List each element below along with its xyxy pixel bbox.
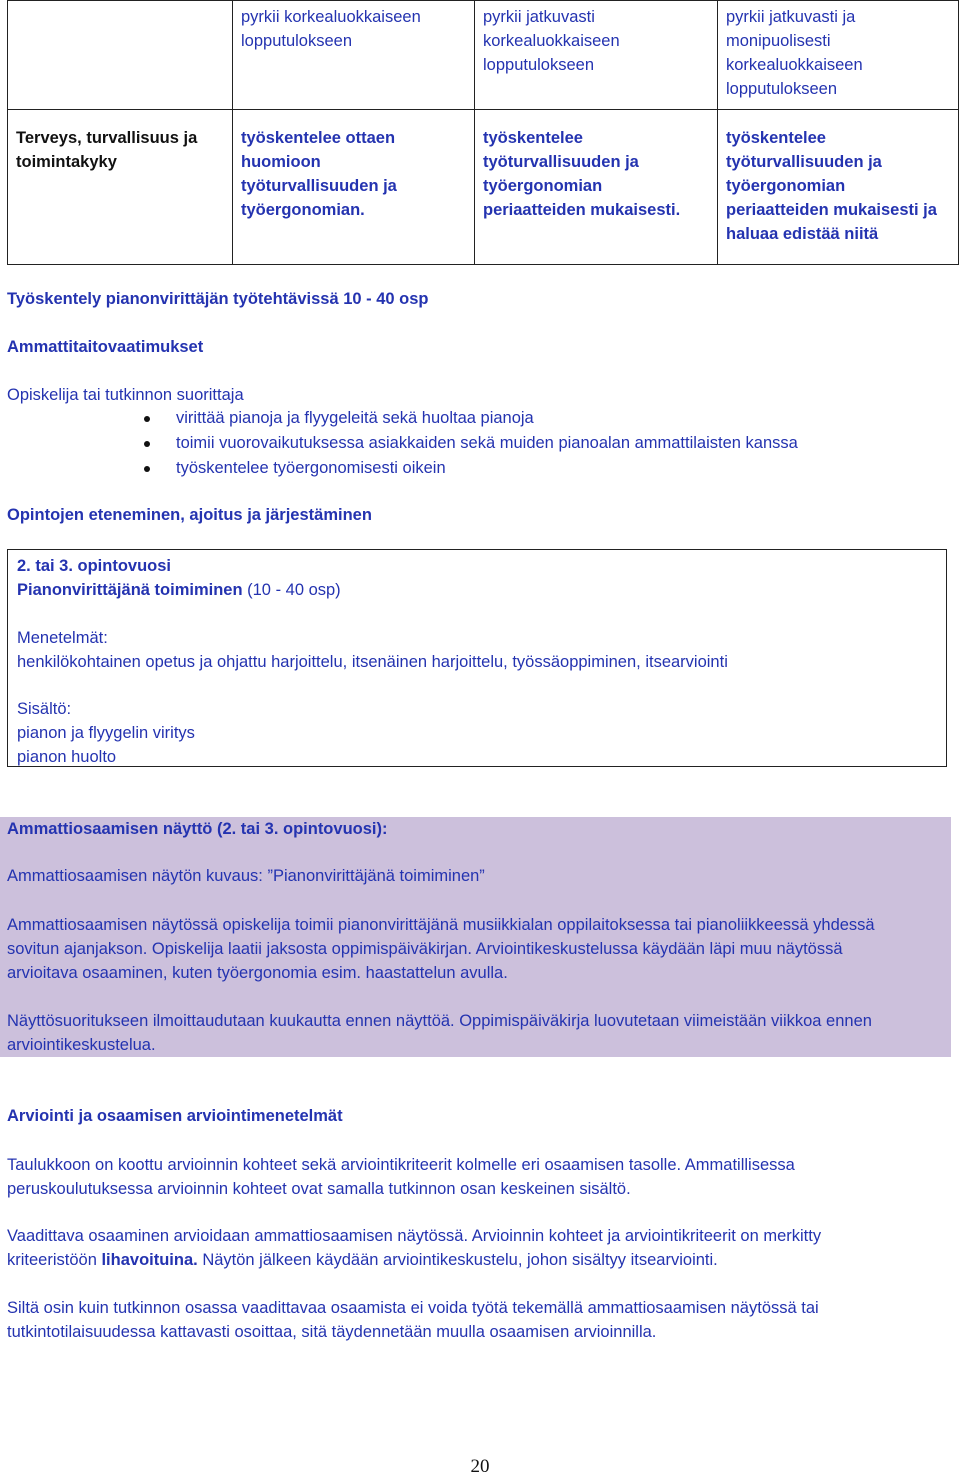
methods-label: Menetelmät: (17, 629, 108, 647)
assessment-p2-line: Vaadittava osaaminen arvioidaan ammattiosaamisen näytössä. Arvioinnin kohteet ja arviointikriteerit on merkitty (7, 1227, 822, 1245)
course-credits: (10 - 40 osp) (242, 581, 341, 599)
criteria-empty-cell (8, 1, 233, 110)
demo-heading: Ammattiosaamisen näyttö (2. tai 3. opintovuosi): (7, 820, 388, 838)
methods-text: henkilökohtainen opetus ja ohjattu harjoittelu, itsenäinen harjoittelu, työssäoppiminen, itsearviointi (17, 653, 728, 671)
course-title: Pianonvirittäjänä toimiminen (17, 581, 243, 599)
requirements-heading: Ammattitaitovaatimukset (7, 338, 204, 356)
assessment-p3-line: tutkintotilaisuudessa kattavasti osoittaa, sitä täydennetään muulla osaamisen arvioinnilla. (7, 1323, 657, 1341)
content-label: Sisältö: (17, 700, 72, 718)
level-satisfactory-header: pyrkii korkealuokkaiseen lopputulokseen (233, 1, 475, 110)
demo-section (0, 817, 951, 1057)
demo-para1-line: arvioitava osaaminen, kuten työergonomia esim. haastattelun avulla. (7, 964, 508, 982)
assessment-heading: Arviointi ja osaamisen arviointimenetelmät (7, 1107, 343, 1125)
demo-para2-line: arviointikeskustelua. (7, 1036, 156, 1054)
demo-para1-line: Ammattiosaamisen näytössä opiskelija toimii pianonvirittäjänä musiikkialan oppilaitoksessa tai pianoliikkeessä yhdessä (7, 916, 875, 934)
criteria-table (7, 0, 959, 265)
level-excellent-header: pyrkii jatkuvasti ja monipuolisesti korkealuokkaiseen lopputulokseen (718, 1, 959, 110)
bold-term: lihavoituina. (101, 1251, 198, 1269)
criteria-row-health-safety (8, 110, 959, 265)
demo-para1-line: sovitun ajanjakson. Opiskelija laatii jaksosta oppimispäiväkirjan. Arviointikeskustelussa käydään läpi muu näytössä (7, 940, 843, 958)
progress-heading: Opintojen eteneminen, ajoitus ja järjestäminen (7, 506, 372, 524)
criteria-header-row (8, 1, 959, 110)
assessment-p1-line: Taulukkoon on koottu arvioinnin kohteet sekä arviointikriteerit kolmelle eri osaamisen tasolle. Ammatillisessa (7, 1156, 795, 1174)
list-item: toimii vuorovaikutuksessa asiakkaiden sekä muiden pianoalan ammattilaisten kanssa (150, 431, 798, 456)
section-title: Työskentely pianonvirittäjän työtehtävissä 10 - 40 osp (7, 290, 429, 308)
course-box (7, 549, 947, 767)
criteria-satisfactory-cell: työskentelee ottaen huomioon työturvallisuuden ja työergonomian. (233, 110, 475, 265)
student-line: Opiskelija tai tutkinnon suorittaja (7, 386, 244, 404)
assessment-p1-line: peruskoulutuksessa arvioinnin kohteet ovat samalla tutkinnon osan keskeinen sisältö. (7, 1180, 631, 1198)
content-item: pianon ja flyygelin viritys (17, 724, 195, 742)
course-title-line (17, 578, 341, 602)
course-year: 2. tai 3. opintovuosi (17, 557, 172, 575)
level-good-header: pyrkii jatkuvasti korkealuokkaiseen lopputulokseen (475, 1, 718, 110)
demo-para2-line: Näyttösuoritukseen ilmoittaudutaan kuukautta ennen näyttöä. Oppimispäiväkirja luovutetaan viimeistään viikkoa ennen (7, 1012, 872, 1030)
criteria-good-cell: työskentelee työturvallisuuden ja työergonomian periaatteiden mukaisesti. (475, 110, 718, 265)
assessment-p2-line: kriteeristöön lihavoituina. Näytön jälkeen käydään arviointikeskustelu, johon sisältyy itsearviointi. (7, 1251, 718, 1269)
page-number: 20 (470, 1456, 490, 1477)
assessment-p3-line: Siltä osin kuin tutkinnon osassa vaadittavaa osaamista ei voida työtä tekemällä ammattiosaamisen näytössä tai (7, 1299, 819, 1317)
list-item: työskentelee työergonomisesti oikein (150, 456, 798, 481)
criteria-target-cell: Terveys, turvallisuus ja toimintakyky (8, 110, 233, 265)
demo-description: Ammattiosaamisen näytön kuvaus: ”Pianonvirittäjänä toimiminen” (7, 867, 485, 885)
content-item: pianon huolto (17, 748, 117, 766)
list-item: virittää pianoja ja flyygeleitä sekä huoltaa pianoja (150, 406, 798, 431)
requirements-list (150, 406, 798, 481)
criteria-excellent-cell: työskentelee työturvallisuuden ja työergonomian periaatteiden mukaisesti ja haluaa edistää niitä (718, 110, 959, 265)
